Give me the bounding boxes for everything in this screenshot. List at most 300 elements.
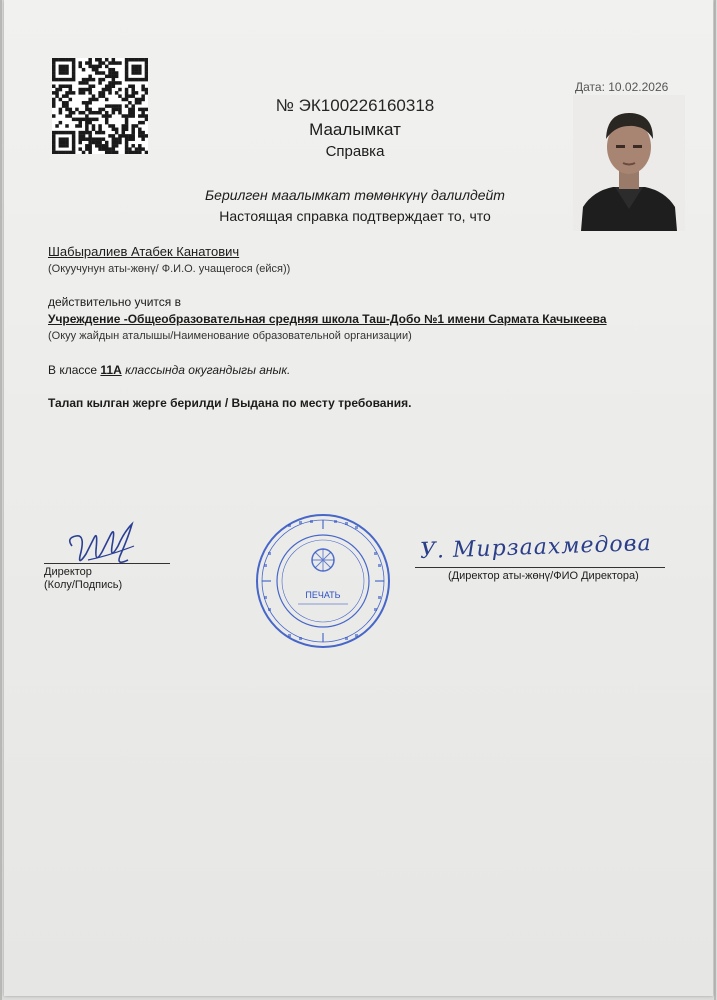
qr-module	[108, 71, 112, 75]
qr-module	[138, 108, 142, 112]
qr-module	[82, 131, 86, 135]
student-name-hint: (Окуучунун аты-жөнү/ Ф.И.О. учащегося (ейся))	[48, 263, 291, 275]
qr-module	[85, 128, 89, 132]
qr-module	[85, 131, 89, 135]
qr-module	[62, 71, 66, 75]
qr-module	[102, 71, 106, 75]
qr-module	[105, 84, 109, 88]
qr-module	[108, 75, 112, 79]
qr-module	[112, 134, 116, 138]
qr-module	[105, 98, 109, 102]
qr-module	[108, 147, 112, 151]
qr-module	[115, 128, 119, 132]
qr-module	[78, 91, 82, 95]
qr-module	[72, 58, 76, 62]
signature-hint: (Колу/Подпись)	[44, 579, 123, 591]
qr-module	[98, 108, 102, 112]
class-line	[48, 363, 290, 377]
qr-module	[108, 68, 112, 72]
director-name-line	[415, 567, 665, 568]
qr-module	[125, 58, 129, 62]
qr-module	[118, 104, 122, 108]
qr-module	[145, 88, 148, 92]
qr-module	[85, 101, 89, 105]
class-prefix: В классе	[48, 363, 101, 377]
qr-module	[52, 65, 56, 69]
qr-module	[78, 141, 82, 145]
qr-module	[85, 121, 89, 125]
qr-module	[112, 104, 116, 108]
qr-module	[105, 65, 109, 69]
qr-module	[92, 68, 96, 72]
qr-module	[128, 111, 132, 115]
qr-module	[128, 137, 132, 141]
qr-module	[125, 151, 129, 154]
qr-module	[102, 144, 106, 148]
qr-module	[55, 88, 59, 92]
qr-module	[59, 65, 63, 69]
qr-module	[59, 58, 63, 62]
qr-module	[95, 111, 99, 115]
qr-module	[141, 88, 145, 92]
qr-module	[105, 114, 109, 118]
stamp-center-text: ПЕЧАТЬ	[305, 590, 341, 600]
qr-module	[128, 78, 132, 82]
qr-module	[141, 131, 145, 135]
qr-module	[88, 78, 92, 82]
qr-module	[78, 134, 82, 138]
qr-module	[52, 151, 56, 154]
qr-module	[102, 94, 106, 98]
qr-module	[52, 78, 56, 82]
qr-module	[141, 111, 145, 115]
qr-module	[62, 151, 66, 154]
qr-module	[92, 124, 96, 128]
qr-module	[128, 151, 132, 154]
qr-module	[141, 78, 145, 82]
qr-module	[128, 134, 132, 138]
qr-module	[112, 124, 116, 128]
qr-module	[62, 58, 66, 62]
qr-module	[138, 78, 142, 82]
qr-module	[65, 104, 69, 108]
title-kyrgyz: Маалымкат	[309, 120, 401, 139]
qr-module	[65, 65, 69, 69]
class-suffix: классында окугандыгы анык.	[121, 363, 291, 377]
qr-module	[72, 147, 76, 151]
qr-module	[125, 147, 129, 151]
qr-module	[72, 78, 76, 82]
qr-module	[122, 134, 126, 138]
qr-module	[141, 94, 145, 98]
qr-module	[55, 151, 59, 154]
qr-module	[145, 108, 148, 112]
qr-module	[88, 131, 92, 135]
qr-module	[59, 141, 63, 145]
qr-module	[95, 68, 99, 72]
qr-module	[108, 134, 112, 138]
qr-module	[69, 114, 73, 118]
qr-module	[78, 121, 82, 125]
qr-module	[92, 94, 96, 98]
qr-module	[88, 91, 92, 95]
qr-module	[145, 71, 148, 75]
qr-module	[112, 68, 116, 72]
qr-module	[88, 121, 92, 125]
qr-module	[141, 98, 145, 102]
qr-module	[125, 121, 129, 125]
qr-module	[65, 84, 69, 88]
qr-module	[105, 147, 109, 151]
qr-code[interactable]	[52, 58, 148, 154]
qr-module	[115, 144, 119, 148]
qr-module	[122, 124, 126, 128]
qr-module	[82, 78, 86, 82]
qr-module	[59, 108, 63, 112]
qr-module	[82, 88, 86, 92]
qr-module	[102, 88, 106, 92]
qr-module	[92, 141, 96, 145]
qr-module	[59, 111, 63, 115]
qr-module	[69, 88, 73, 92]
qr-module	[55, 94, 59, 98]
qr-module	[131, 68, 135, 72]
qr-module	[135, 98, 139, 102]
qr-module	[92, 84, 96, 88]
qr-module	[138, 128, 142, 132]
qr-module	[88, 118, 92, 122]
qr-module	[135, 124, 139, 128]
qr-module	[105, 141, 109, 145]
qr-module	[52, 134, 56, 138]
qr-module	[112, 71, 116, 75]
qr-module	[112, 128, 116, 132]
qr-module	[95, 131, 99, 135]
qr-module	[128, 147, 132, 151]
qr-module	[128, 114, 132, 118]
qr-module	[88, 144, 92, 148]
qr-module	[88, 61, 92, 65]
qr-module	[138, 71, 142, 75]
qr-module	[108, 91, 112, 95]
qr-module	[69, 131, 73, 135]
qr-module	[88, 75, 92, 79]
qr-module	[102, 108, 106, 112]
qr-module	[135, 147, 139, 151]
qr-module	[88, 111, 92, 115]
qr-module	[98, 147, 102, 151]
qr-module	[135, 68, 139, 72]
qr-module	[115, 137, 119, 141]
qr-module	[78, 111, 82, 115]
qr-module	[59, 78, 63, 82]
qr-module	[59, 68, 63, 72]
title-russian: Справка	[325, 143, 385, 160]
qr-module	[59, 71, 63, 75]
qr-module	[72, 118, 76, 122]
qr-module	[145, 91, 148, 95]
qr-module	[82, 151, 86, 154]
qr-module	[65, 71, 69, 75]
qr-module	[62, 84, 66, 88]
qr-module	[112, 108, 116, 112]
qr-module	[59, 88, 63, 92]
qr-module	[82, 91, 86, 95]
qr-module	[59, 131, 63, 135]
qr-module	[131, 78, 135, 82]
institution-hint: (Окуу жайдын аталышы/Наименование образовательной организации)	[48, 330, 412, 342]
qr-module	[135, 91, 139, 95]
qr-module	[62, 104, 66, 108]
qr-module	[102, 91, 106, 95]
institution-name: Учреждение -Общеобразовательная средняя школа Таш-Добо №1 имени Сармата Качыкеева	[48, 312, 607, 326]
qr-module	[82, 118, 86, 122]
qr-module	[118, 141, 122, 145]
issue-date: Дата: 10.02.2026	[575, 80, 669, 94]
qr-module	[131, 88, 135, 92]
qr-module	[88, 101, 92, 105]
qr-module	[52, 114, 56, 118]
studies-lead: действительно учится в	[48, 295, 182, 309]
qr-module	[65, 101, 69, 105]
qr-module	[98, 65, 102, 69]
qr-module	[112, 81, 116, 85]
qr-module	[52, 84, 56, 88]
qr-module	[118, 111, 122, 115]
qr-module	[112, 61, 116, 65]
qr-module	[102, 147, 106, 151]
qr-module	[125, 65, 129, 69]
qr-module	[92, 78, 96, 82]
qr-module	[131, 137, 135, 141]
qr-module	[62, 94, 66, 98]
qr-module	[65, 78, 69, 82]
qr-module	[138, 121, 142, 125]
qr-module	[55, 124, 59, 128]
qr-module	[102, 137, 106, 141]
qr-module	[108, 61, 112, 65]
official-stamp	[254, 512, 392, 650]
qr-module	[88, 141, 92, 145]
qr-module	[82, 101, 86, 105]
qr-module	[88, 84, 92, 88]
qr-module	[105, 88, 109, 92]
qr-module	[88, 151, 92, 154]
qr-module	[52, 98, 56, 102]
qr-module	[138, 65, 142, 69]
qr-module	[122, 128, 126, 132]
qr-module	[82, 134, 86, 138]
qr-module	[131, 71, 135, 75]
qr-module	[95, 65, 99, 69]
qr-module	[141, 58, 145, 62]
qr-module	[65, 131, 69, 135]
qr-module	[112, 111, 116, 115]
qr-module	[88, 58, 92, 62]
qr-module	[115, 141, 119, 145]
qr-module	[131, 124, 135, 128]
qr-module	[98, 61, 102, 65]
qr-module	[69, 108, 73, 112]
qr-module	[141, 108, 145, 112]
qr-module	[125, 98, 129, 102]
qr-module	[92, 111, 96, 115]
qr-module	[138, 68, 142, 72]
qr-module	[98, 144, 102, 148]
qr-module	[55, 91, 59, 95]
qr-module	[115, 61, 119, 65]
qr-module	[135, 151, 139, 154]
signature-role: Директор	[44, 566, 92, 578]
qr-module	[52, 91, 56, 95]
qr-module	[138, 58, 142, 62]
qr-module	[112, 84, 116, 88]
qr-module	[82, 137, 86, 141]
qr-module	[125, 124, 129, 128]
qr-module	[52, 68, 56, 72]
qr-module	[62, 141, 66, 145]
qr-module	[135, 71, 139, 75]
qr-module	[85, 147, 89, 151]
qr-module	[98, 137, 102, 141]
qr-module	[85, 88, 89, 92]
qr-module	[125, 71, 129, 75]
qr-module	[125, 68, 129, 72]
qr-module	[145, 65, 148, 69]
qr-module	[65, 141, 69, 145]
qr-module	[108, 151, 112, 154]
qr-module	[125, 91, 129, 95]
qr-module	[108, 81, 112, 85]
qr-module	[108, 114, 112, 118]
qr-module	[115, 131, 119, 135]
student-photo	[573, 95, 685, 231]
qr-module	[145, 151, 148, 154]
qr-module	[75, 124, 79, 128]
qr-module	[65, 94, 69, 98]
qr-module	[98, 124, 102, 128]
qr-module	[125, 128, 129, 132]
qr-module	[72, 141, 76, 145]
qr-module	[52, 141, 56, 145]
qr-module	[138, 151, 142, 154]
qr-module	[78, 81, 82, 85]
document-number: № ЭК100226160318	[275, 96, 435, 115]
qr-module	[72, 61, 76, 65]
qr-module	[69, 84, 73, 88]
qr-module	[128, 58, 132, 62]
qr-module	[125, 118, 129, 122]
qr-module	[128, 101, 132, 105]
qr-module	[59, 144, 63, 148]
qr-module	[131, 114, 135, 118]
qr-module	[145, 134, 148, 138]
qr-module	[52, 101, 56, 105]
qr-module	[115, 91, 119, 95]
qr-module	[131, 151, 135, 154]
qr-module	[131, 108, 135, 112]
qr-module	[69, 151, 73, 154]
student-name: Шабыралиев Атабек Канатович	[48, 244, 240, 259]
qr-module	[141, 134, 145, 138]
qr-module	[118, 81, 122, 85]
qr-module	[65, 108, 69, 112]
qr-module	[59, 121, 63, 125]
qr-module	[88, 134, 92, 138]
qr-module	[138, 144, 142, 148]
qr-module	[135, 65, 139, 69]
qr-module	[52, 131, 56, 135]
qr-module	[118, 108, 122, 112]
qr-module	[118, 137, 122, 141]
qr-module	[88, 137, 92, 141]
qr-module	[95, 118, 99, 122]
qr-module	[69, 58, 73, 62]
qr-module	[92, 137, 96, 141]
qr-module	[65, 91, 69, 95]
qr-module	[145, 58, 148, 62]
qr-module	[85, 144, 89, 148]
qr-module	[125, 137, 129, 141]
qr-module	[108, 88, 112, 92]
qr-module	[78, 88, 82, 92]
qr-module	[78, 65, 82, 69]
qr-module	[52, 144, 56, 148]
issued-statement: Талап кылган жерге берилди / Выдана по месту требования.	[48, 396, 412, 410]
qr-module	[62, 101, 66, 105]
qr-module	[62, 78, 66, 82]
qr-module	[138, 101, 142, 105]
qr-module	[135, 101, 139, 105]
qr-module	[72, 151, 76, 154]
qr-module	[88, 88, 92, 92]
qr-module	[65, 124, 69, 128]
qr-module	[69, 111, 73, 115]
qr-module	[85, 124, 89, 128]
qr-module	[138, 98, 142, 102]
qr-module	[115, 151, 119, 154]
qr-module	[115, 104, 119, 108]
qr-module	[62, 144, 66, 148]
qr-module	[62, 131, 66, 135]
qr-module	[92, 128, 96, 132]
qr-module	[125, 94, 129, 98]
qr-module	[122, 131, 126, 135]
qr-module	[145, 118, 148, 122]
qr-module	[85, 137, 89, 141]
qr-module	[85, 114, 89, 118]
qr-module	[72, 144, 76, 148]
qr-module	[95, 98, 99, 102]
qr-module	[72, 91, 76, 95]
qr-module	[88, 108, 92, 112]
qr-module	[118, 134, 122, 138]
qr-module	[78, 131, 82, 135]
qr-module	[95, 141, 99, 145]
qr-module	[105, 151, 109, 154]
qr-module	[131, 144, 135, 148]
qr-module	[115, 71, 119, 75]
qr-module	[125, 61, 129, 65]
qr-module	[69, 91, 73, 95]
qr-module	[125, 88, 129, 92]
qr-module	[128, 108, 132, 112]
qr-module	[108, 84, 112, 88]
qr-module	[131, 91, 135, 95]
qr-module	[122, 114, 126, 118]
qr-module	[125, 141, 129, 145]
qr-module	[85, 81, 89, 85]
